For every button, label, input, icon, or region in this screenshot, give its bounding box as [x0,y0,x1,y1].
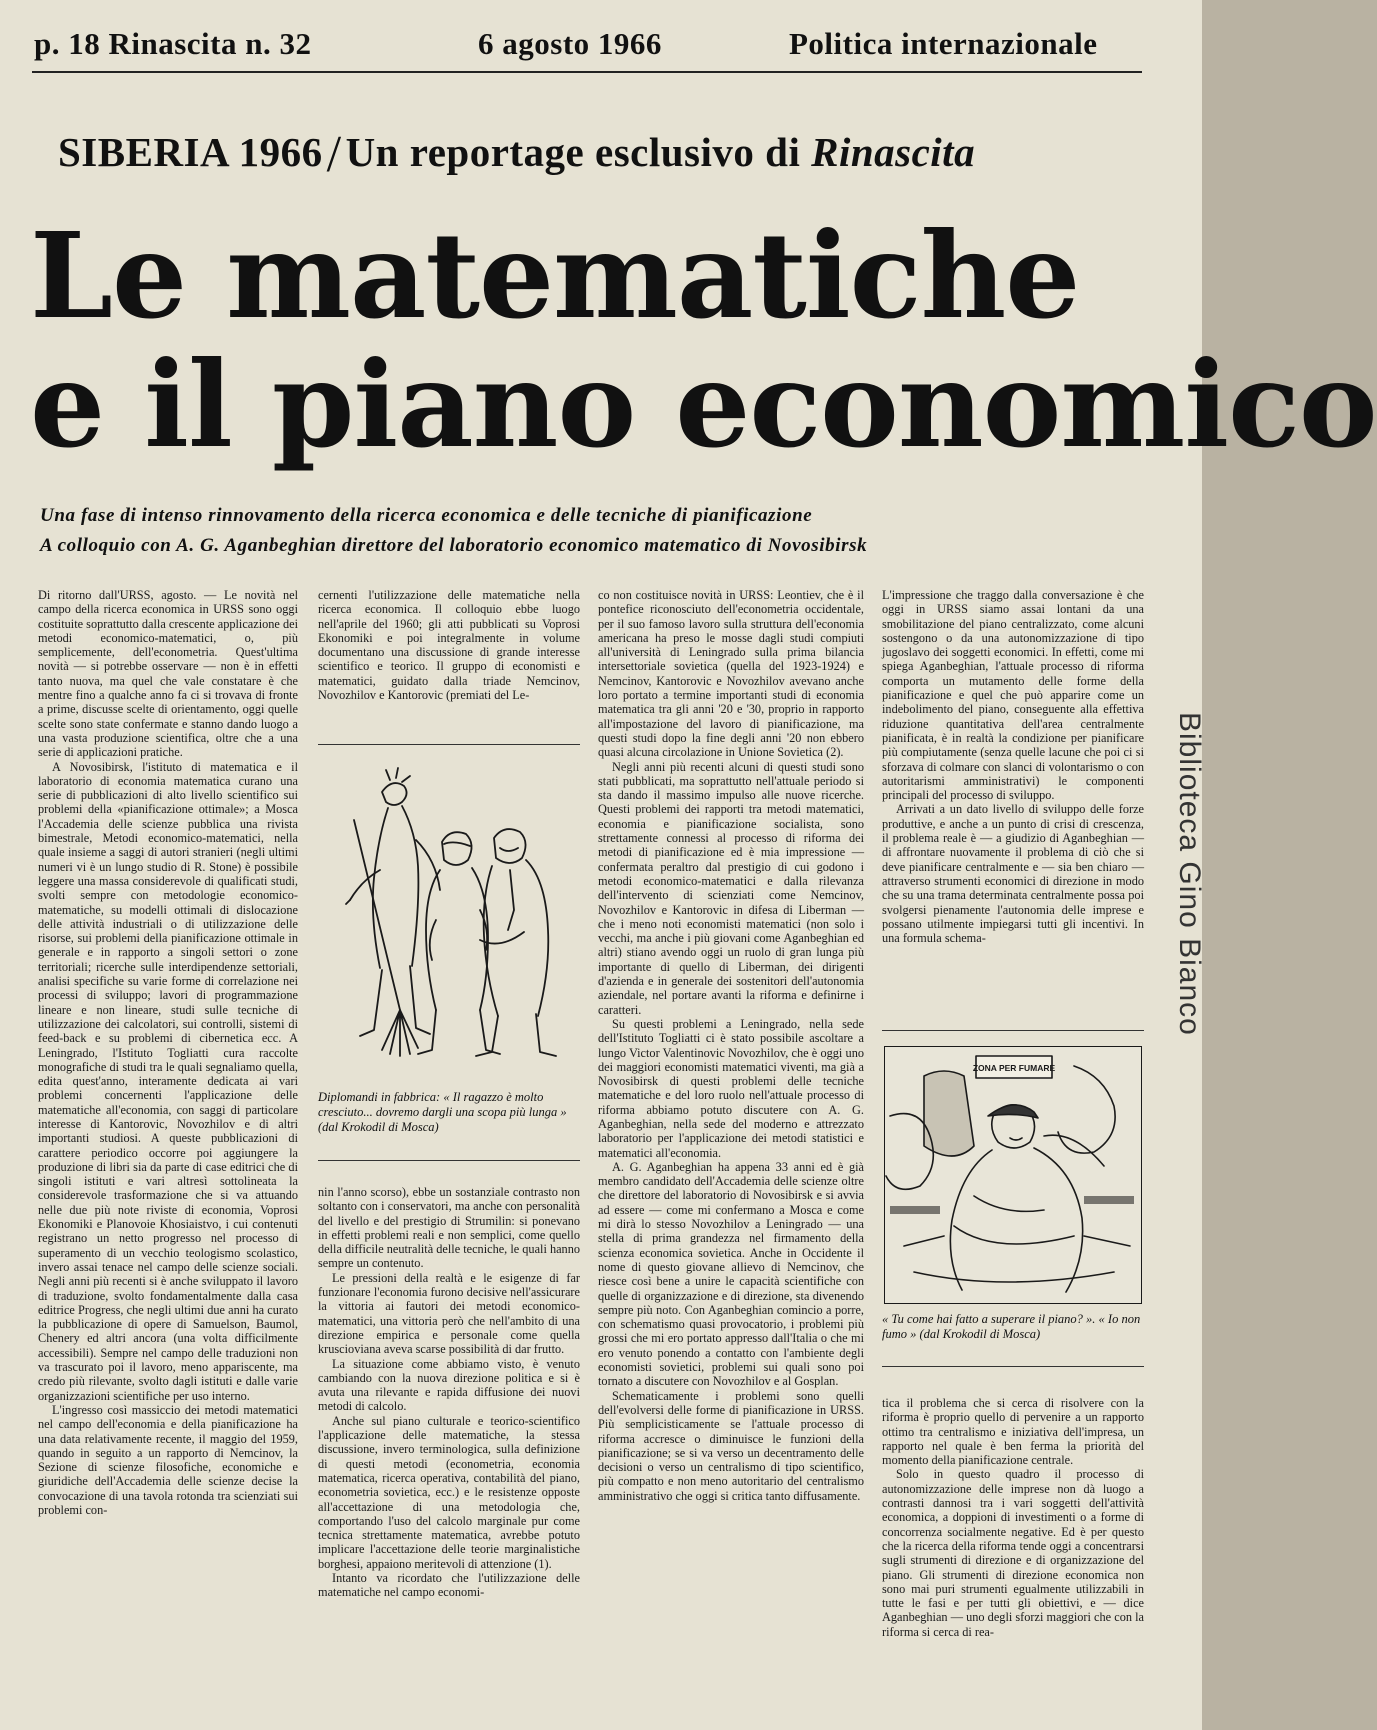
kicker-lead: SIBERIA 1966 [58,129,323,175]
library-watermark: Biblioteca Gino Bianco [1173,712,1206,1036]
paragraph: tica il problema che si cerca di risolvere con la riforma è proprio quello di pervenire a un rapporto ottimo tra centralismo e iniziativa dell'impresa, un rapporto nel quale è ben ferma la priorità del momento della pianificazione centrale. [882,1396,1144,1468]
article-column-3 [598,588,864,1708]
subtitle-line-2: A colloquio con A. G. Aganbeghian direttore del laboratorio economico matematico di Novosibirsk [40,535,868,556]
paragraph: A Novosibirsk, l'istituto di matematica e il laboratorio di economia matematica curano una serie di pubblicazioni di alto livello scientifico sui problemi della «pianificazione ottimale»; a Mosca l'Accademia delle scienze pubblica una rivista bimestrale, Metodi economico-matematici, nella quale insieme a saggi di autori stranieri (negli ultimi numeri vi è un lungo studio di R. Stone) è possibile leggere una massa considerevole di qualificati studi, svolti sempre con metodologie economico-matematiche, su modelli ottimali di dislocazione delle attività industriali o di utilizzazione delle risorse, sui problemi della pianificazione ottimale in generale e in rapporto a singoli settori o zone territoriali; ricerche sulle interdipendenze settoriali, analisi specifiche su varie forme di correlazione nei processi di sviluppo; lavori di programmazione lineare e non lineare, studi sulle tecniche di utilizzazione dei calcolatori, sui controlli, sistemi di feed-back e su problemi di cibernetica ecc. A Leningrado, l'Istituto Togliatti cura raccolte monografiche di studi tra le quali segnaliamo quella, edita quest'anno, interamente dedicata ai vari problemi concernenti l'applicazione delle matematiche all'economia, con saggi di particolare interesse di Kantorovic, Novozhilov e di altri importanti studiosi. A queste pubblicazioni di carattere periodico occorre poi aggiungere la produzione di libri sia da parte di case editrici che di singoli istituti e vari altresì sottolineata la considerevole trasformazione che si va attuando nelle due più note riviste di economia, Voprosi Ekonomiki e Planovoie Khosiaistvo, i cui contenuti registrano un netto progresso nel processo di superamento di un vecchio teologismo scolastico, invero assai tenace nel campo delle scienze sociali. Negli anni più recenti si è anche sviluppato il lavoro di traduzione, svolto fondamentalmente dalla casa editrice Progress, che negli ultimi due anni ha curato la pubblicazione di opere di Samuelson, Baumol, Chenery ed altri ancora (una volta difficilmente accessibili). Sempre nel campo delle traduzioni non va trascurato poi il lavoro, meno appariscente, ma credo più rilevante, svolto dagli istituti e dalle varie organizzazioni scientifiche per uso interno. [38,759,298,1403]
paragraph: Solo in questo quadro il processo di autonomizzazione delle imprese non dà luogo a contrasti dannosi tra i vari soggetti dell'attività economica, a doppioni di investimenti o a forme di concorrenza socialmente negative. Ed è per questo che la ricerca della riforma tende oggi a concentrarsi sugli strumenti di direzione e di organizzazione del piano. Gli strumenti di direzione economica non sono mai puri strumenti egualmente utilizzabili in tutte le fasi e per tutti gli obiettivi, e — dice Aganbeghian — uno degli sforzi maggiori che con la riforma si cerca di rea- [882,1467,1144,1639]
article-column-2-top [318,588,580,716]
paragraph: Di ritorno dall'URSS, agosto. — Le novità nel campo della ricerca economica in URSS sono oggi costituite soprattutto dalla crescente applicazione dei metodi economico-matematici, o, più semplicemente, dell'econometria. Quest'ultima novità — si potrebbe osservare — non è in effetti tanto nuova, ma quel che vale constatare è che mentre fino a qualche anno fa ci si trovava di fronte a prime, discusse scelte di orientamento, oggi quelle scelte sono state confermate e stanno dando luogo a una vasta produzione scientifica, oltre che a una serie di applicazioni pratiche. [38,588,298,760]
paragraph: nin l'anno scorso), ebbe un sostanziale contrasto non soltanto con i conservatori, ma anche con personalità del livello e del prestigio di Strumilin: si ponevano in effetti problemi reali e non semplici, come quello della difficile neutralità delle tecniche, le quali hanno sempre un contenuto. [318,1185,580,1271]
headline-line-1: Le matematiche [30,206,1080,345]
cartoon-caption-smoking: « Tu come hai fatto a superare il piano? ». « Io non fumo » (dal Krokodil di Mosca) [882,1312,1141,1341]
kicker-line [58,120,976,183]
paragraph: L'ingresso così massiccio dei metodi matematici nel campo dell'economia e della pianificazione ha una data relativamente recente, il maggio del 1959, quando in seguito a un rapporto di Nemcinov, la Sezione di scienze filosofiche, economiche e giuridiche dell'Accademia delle scienze decise la convocazione di una tavola rotonda tra scienziati sui problemi con- [38,1402,298,1517]
paragraph: Schematicamente i problemi sono quelli dell'evolversi delle forme di pianificazione in URSS. Più semplicisticamente se l'attuale processo di riforma accresce o diminuisce le funzioni della pianificazione; se si va verso un decentramento delle decisioni o verso un centralismo di tipo scientifico, più compatto e non meno autoritario del centralismo amministrativo che oggi si critica tanto diffusamente. [598,1388,864,1503]
article-column-1 [38,588,298,1708]
paragraph: Anche sul piano culturale e teorico-scientifico l'applicazione delle matematiche, la stessa discussione, invero terminologica, sulla definizione di questi metodi (econometria, economia matematica, ricerca operativa, contabilità del piano, econometria sovietica, ecc.) e le resistenze opposte all'accettazione di una metodologia che, comportando l'uso del calcolo marginale pur come tecnica strettamente matematica, avrebbe potuto implicare l'accettazione delle teorie marginalistiche borghesi, appaiono meritevoli di attenzione (1). [318,1413,580,1571]
paragraph: Su questi problemi a Leningrado, nella sede dell'Istituto Togliatti ci è stato possibile ascoltare a lungo Victor Valentinovic Novozhilov, che è oggi uno dei maggiori economisti matematici viventi, ma già a Novosibirsk di questi problemi delle tecniche matematiche e del loro ruolo nell'attuale processo di riforma abbiamo potuto discutere con A. G. Aganbeghian, nella sede del moderno e attrezzato laboratorio per l'applicazione dei metodi statistici e matematici all'economia. [598,1016,864,1160]
kicker-magazine: Rinascita [811,129,976,175]
paragraph: La situazione come abbiamo visto, è venuto cambiando con la nuova direzione politica e si è avuta una rilevante e rapida diffusione dei nuovi metodi di calcolo. [318,1356,580,1414]
paragraph: L'impressione che traggo dalla conversazione è che oggi in URSS siamo assai lontani da una smobilitazione del piano centralizzato, come alcuni sostengono o da una autonomizzazione di tipo jugoslavo dei soggetti economici. In effetti, come mi spiega Aganbeghian, l'attuale processo di riforma comporta un mutamento delle forme della pianificazione e quel che può apparire come un indebolimento del piano, conseguente alla effettiva riduzione quantitativa dell'area centralmente pianificata, è in realtà la condizione per pianificare più compiutamente (senza quelle lacune che poi ci si sforzava di colmare con slanci di volontarismo o con autoritarismi amministrativi) le componenti principali del processo di sviluppo. [882,588,1144,803]
cartoon-illustration-smoking [884,1046,1142,1304]
separator-rule [882,1366,1144,1367]
paragraph: A. G. Aganbeghian ha appena 33 anni ed è già membro candidato dell'Accademia delle scienze oltre che direttore del laboratorio di Novosibirsk e si avvia ad essere — come mi confermano a Mosca e come mi dirà lo stesso Novozhilov a Leningrado — una stella di prima grandezza nel firmamento della scienza economica sovietica. Anche in Occidente il nome di questo giovane allievo di Nemcinov, che riesce così bene a unire le capacità scientifiche con quelle di organizzazione e di direzione, sta divenendo sempre più noto. Con Aganbeghian comincio a porre, con schematismo quasi provocatorio, i problemi più grossi che mi ero portato appresso dall'Italia o che mi ero venuto ponendo a contatto con l'ambiente degli economisti sovietici, problemi sui quali sono poi tornato a discutere con Novozhilov e al Gosplan. [598,1159,864,1389]
kicker-text: Un reportage esclusivo di [345,129,812,175]
paragraph: Arrivati a un dato livello di sviluppo delle forze produttive, e anche a un punto di crisi di crescenza, il problema reale è — a giudizio di Aganbeghian — di affrontare nuovamente il problema di ciò che si deve pianificare centralmente e — sia ben chiaro — attraverso strumenti economici di direzione in modo che su una trama determinata centralmente possa poi svolgersi pienamente l'autonomia delle imprese e possano utilmente impiegarsi tutti gli incentivi. In una formula schema- [882,802,1144,946]
article-column-2-bottom [318,1185,580,1710]
separator-rule [882,1030,1144,1031]
header-rule [32,71,1142,73]
cartoon-caption-broom: Diplomandi in fabbrica: « Il ragazzo è molto cresciuto... dovremo dargli una scopa più lunga » (dal Krokodil di Mosca) [318,1090,567,1134]
paragraph: co non costituisce novità in URSS: Leontiev, che è il pontefice riconosciuto dell'econometria occidentale, per il suo famoso lavoro sulla struttura dell'economia americana ha preso le mosse dagli studi compiuti all'università di Leningrado sulla prima bilancia intersettoriale sovietica (quella del 1923-1924) e Nemcinov, Kantorovic e Novozhilov avevano anche loro portato a termine importanti studi di economia matematica tra gli anni '20 e '30, proprio in rapporto all'impostazione del lavoro di pianificazione, ma questi studi dopo la fine degli anni '20 non ebbero quasi alcuna circolazione in Unione Sovietica (2). [598,588,864,760]
headline-line-2: e il piano economico [30,335,1377,474]
article-column-4-top [882,588,1144,1014]
subtitle-line-1: Una fase di intenso rinnovamento della ricerca economica e delle tecniche di pianificazione [40,505,813,526]
paragraph: Negli anni più recenti alcuni di questi studi sono stati pubblicati, ma soprattutto nell'attuale periodo si sta dando il massimo impulso alle nuove ricerche. Questi problemi dei rapporti tra metodi matematici, economia e pianificazione socialista, sono strettamente connessi al processo di riforma dei metodi di pianificazione ed è mia impressione — confermata peraltro dal prestigio di cui godono i metodi economico-matematici e dalla rilevanza dell'intervento di scienziati come Nemcinov, Novozhilov e Kantorovic in difesa di Liberman — che i meno noti economisti matematici (non solo i vecchi, ma anche i più giovani come Aganbeghian ed altri) stiano avendo oggi un ruolo di gran lunga più importante di quello di Liberman, dei dirigenti d'azienda e in generale dei sostenitori dell'autonomia aziendale, nel portare avanti la riforma e definirne i caratteri. [598,759,864,1017]
cartoon-sign-text: ZONA PER FUMARE [972,1063,1056,1073]
page-reference: p. 18 Rinascita n. 32 [34,26,312,61]
kicker-slash: / [326,126,342,183]
separator-rule [318,744,580,745]
paragraph: Le pressioni della realtà e le esigenze di far funzionare l'economia furono decisive nell'assicurare la vittoria ai fautori dei metodi economico-matematici, una vittoria però che nell'ambito di una direzione empirica e personale come quella kruscioviana aveva scarse possibilità di dar frutto. [318,1270,580,1357]
paragraph: Intanto va ricordato che l'utilizzazione delle matematiche nel campo economi- [318,1571,580,1600]
issue-date: 6 agosto 1966 [478,26,662,61]
section-name: Politica internazionale [789,26,1098,61]
paragraph: cernenti l'utilizzazione delle matematiche nella ricerca economica. Il colloquio ebbe luogo nell'aprile del 1960; gli atti pubblicati su Voprosi Ekonomiki e poi integralmente in volume documentano una discussione di grande interesse scientifico e teorico. Il gruppo di economisti e matematici, guidato dalla triade Nemcinov, Novozhilov e Kantorovic (premiati del Le- [318,588,580,703]
article-column-4-bottom [882,1396,1144,1708]
cartoon-illustration-broom [330,760,572,1070]
separator-rule [318,1160,580,1161]
